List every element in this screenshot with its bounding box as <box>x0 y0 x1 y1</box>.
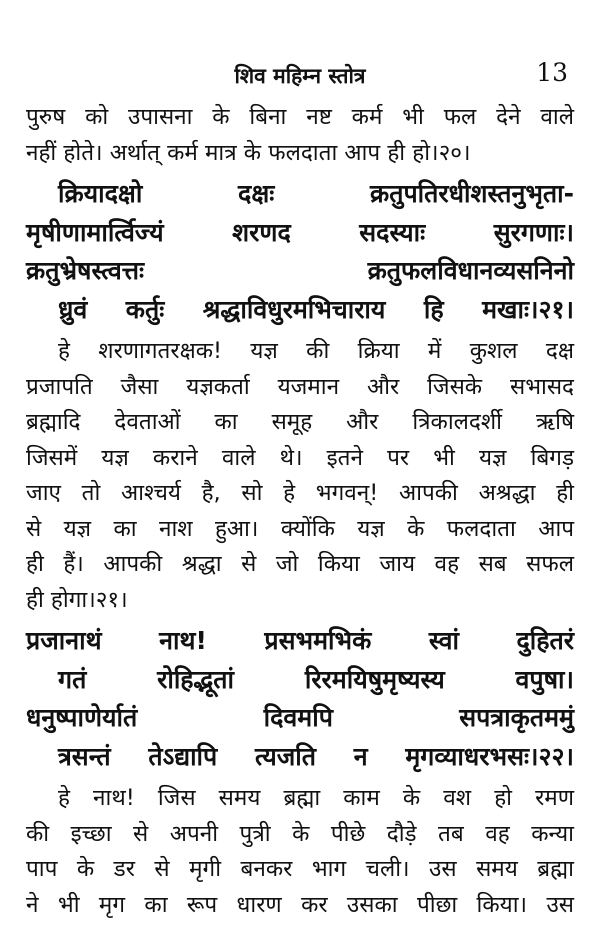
commentary-22 <box>26 781 574 923</box>
text-line: प्रजापति जैसा यज्ञकर्ता यजमान और जिसके सभासद <box>26 373 574 400</box>
text-line: ही होगा।२१। <box>26 586 128 613</box>
text-line: हे नाथ! जिस समय ब्रह्मा काम के वश हो रमण <box>58 785 574 811</box>
text-line: से यज्ञ का नाश हुआ। क्योंकि यज्ञ के फलदाता आप <box>26 515 574 542</box>
verse-line: क्रियादक्षो दक्षः क्रतुपतिरधीशस्तनुभृता- <box>58 179 574 208</box>
text-line: पुरुष को उपासना के बिना नष्ट कर्म भी फल देने वाले <box>26 104 574 130</box>
page-number: 13 <box>536 58 568 87</box>
verse-21 <box>26 175 574 329</box>
text-line: पाप के डर से मृगी बनकर भाग चली। उस समय ब्रह्मा <box>26 856 574 882</box>
text-line: ही हैं। आपकी श्रद्धा से जो किया जाय वह सब सफल <box>26 551 574 577</box>
verse-line: प्रजानाथं नाथ! प्रसभमभिकं स्वां दुहितरं <box>26 626 574 655</box>
text-line: की इच्छा से अपनी पुत्री के पीछे दौड़े तब वह कन्या <box>26 820 574 847</box>
text-line: जिसमें यज्ञ कराने वाले थे। इतने पर भी यज्ञ बिगड़ <box>26 444 574 471</box>
running-title: शिव महिम्न स्तोत्र <box>234 63 366 88</box>
verse-line: मृषीणामार्त्विज्यं शरणद सदस्याः सुरगणाः। <box>26 217 574 247</box>
text-line: नहीं होते। अर्थात् कर्म मात्र के फलदाता आप ही हो।२०। <box>26 139 471 166</box>
commentary-21 <box>26 334 574 618</box>
verse-line: धनुष्पाणेर्यातं दिवमपि सपत्राकृतममुं <box>26 703 574 732</box>
verse-line: गतं रोहिद्भूतां रिरमयिषुमृष्यस्य वपुषा। <box>58 664 574 694</box>
text-line: हे शरणागतरक्षक! यज्ञ की क्रिया में कुशल दक्ष <box>58 338 574 364</box>
text-line: ब्रह्मादि देवताओं का समूह और त्रिकालदर्शी ऋषि <box>26 409 574 435</box>
verse-line: त्रसन्तं तेऽद्यापि त्यजति न मृगव्याधरभसः।२२। <box>58 741 574 771</box>
verse-line: ध्रुवं कर्तुः श्रद्धाविधुरमभिचाराय हि मखाः।२१। <box>58 294 574 324</box>
commentary-20-end <box>26 100 574 171</box>
page-header <box>26 58 574 100</box>
text-line: ने भी मृग का रूप धारण कर उसका पीछा किया। उस <box>26 891 574 918</box>
verse-line: क्रतुभ्रेषस्त्वत्तः क्रतुफलविधानव्यसनिनो <box>26 256 574 285</box>
verse-22 <box>26 622 574 776</box>
text-line: जाए तो आश्चर्य है, सो हे भगवन्! आपकी अश्रद्धा ही <box>26 480 574 506</box>
